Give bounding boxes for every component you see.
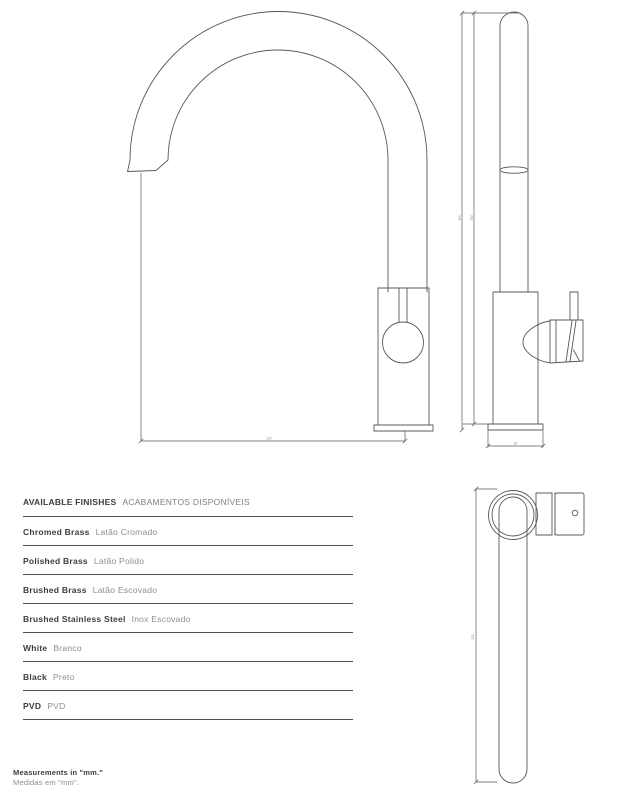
measurement-note-en: Measurements in "mm." bbox=[13, 768, 104, 777]
finishes-title: AVAILABLE FINISHES bbox=[23, 497, 117, 507]
top-view bbox=[471, 487, 584, 784]
front-dimension-label: 220 bbox=[266, 436, 272, 441]
finishes-table bbox=[23, 489, 353, 720]
top-body-outer-circle bbox=[489, 491, 538, 540]
front-spout-outline bbox=[128, 12, 428, 293]
side-base-flange bbox=[488, 424, 543, 430]
top-dimension bbox=[474, 487, 497, 784]
front-dimension bbox=[139, 173, 407, 443]
finish-name-en: Brushed Brass bbox=[23, 585, 87, 595]
finish-name-pt: PVD bbox=[47, 701, 66, 711]
front-cartridge-pin bbox=[399, 288, 407, 322]
side-spout-column bbox=[500, 12, 528, 292]
side-body bbox=[493, 292, 538, 424]
side-base-dimension bbox=[486, 431, 545, 448]
side-view bbox=[458, 11, 583, 448]
finish-name-pt: Latão Escovado bbox=[92, 585, 158, 595]
top-dimension-label: 220 bbox=[471, 634, 475, 640]
side-dimension-inner-label: 350 bbox=[470, 215, 474, 221]
finish-row-white bbox=[23, 633, 353, 662]
finish-name-en: White bbox=[23, 643, 48, 653]
finish-name-en: Black bbox=[23, 672, 47, 682]
side-cam bbox=[523, 321, 550, 363]
side-dimension-outer-label: 395 bbox=[458, 215, 462, 221]
finish-name-pt: Preto bbox=[52, 672, 75, 682]
finish-row-chromed-brass bbox=[23, 517, 353, 546]
measurement-note-pt: Medidas em "mm". bbox=[13, 778, 80, 787]
finish-row-brushed-stainless-steel bbox=[23, 604, 353, 633]
top-handle-square bbox=[555, 493, 584, 535]
side-lever-detail bbox=[556, 320, 580, 363]
side-dimensions bbox=[460, 11, 518, 432]
finish-row-black bbox=[23, 662, 353, 691]
top-body-inner-circle bbox=[492, 494, 534, 536]
finish-row-polished-brass bbox=[23, 546, 353, 575]
front-base-flange bbox=[374, 425, 433, 431]
finish-name-pt: Inox Escovado bbox=[131, 614, 191, 624]
finish-row-brushed-brass bbox=[23, 575, 353, 604]
top-handle-dot bbox=[572, 510, 578, 516]
finish-name-en: Polished Brass bbox=[23, 556, 88, 566]
side-outlet bbox=[500, 167, 528, 173]
front-handle-knob bbox=[383, 322, 424, 363]
finish-name-en: Brushed Stainless Steel bbox=[23, 614, 126, 624]
finish-name-pt: Latão Polido bbox=[93, 556, 145, 566]
finishes-title-secondary: ACABAMENTOS DISPONÍVEIS bbox=[122, 497, 250, 507]
finish-name-en: Chromed Brass bbox=[23, 527, 90, 537]
measurement-note bbox=[13, 768, 103, 788]
finish-name-pt: Latão Cromado bbox=[95, 527, 158, 537]
finishes-header bbox=[23, 489, 353, 517]
front-view bbox=[128, 12, 434, 444]
finish-row-pvd bbox=[23, 691, 353, 720]
finish-name-pt: Branco bbox=[53, 643, 82, 653]
front-body bbox=[378, 288, 429, 425]
side-base-dimension-label: 60 bbox=[513, 441, 518, 446]
top-handle-connector bbox=[536, 493, 552, 535]
side-handle-rod bbox=[570, 292, 578, 320]
finish-name-en: PVD bbox=[23, 701, 42, 711]
